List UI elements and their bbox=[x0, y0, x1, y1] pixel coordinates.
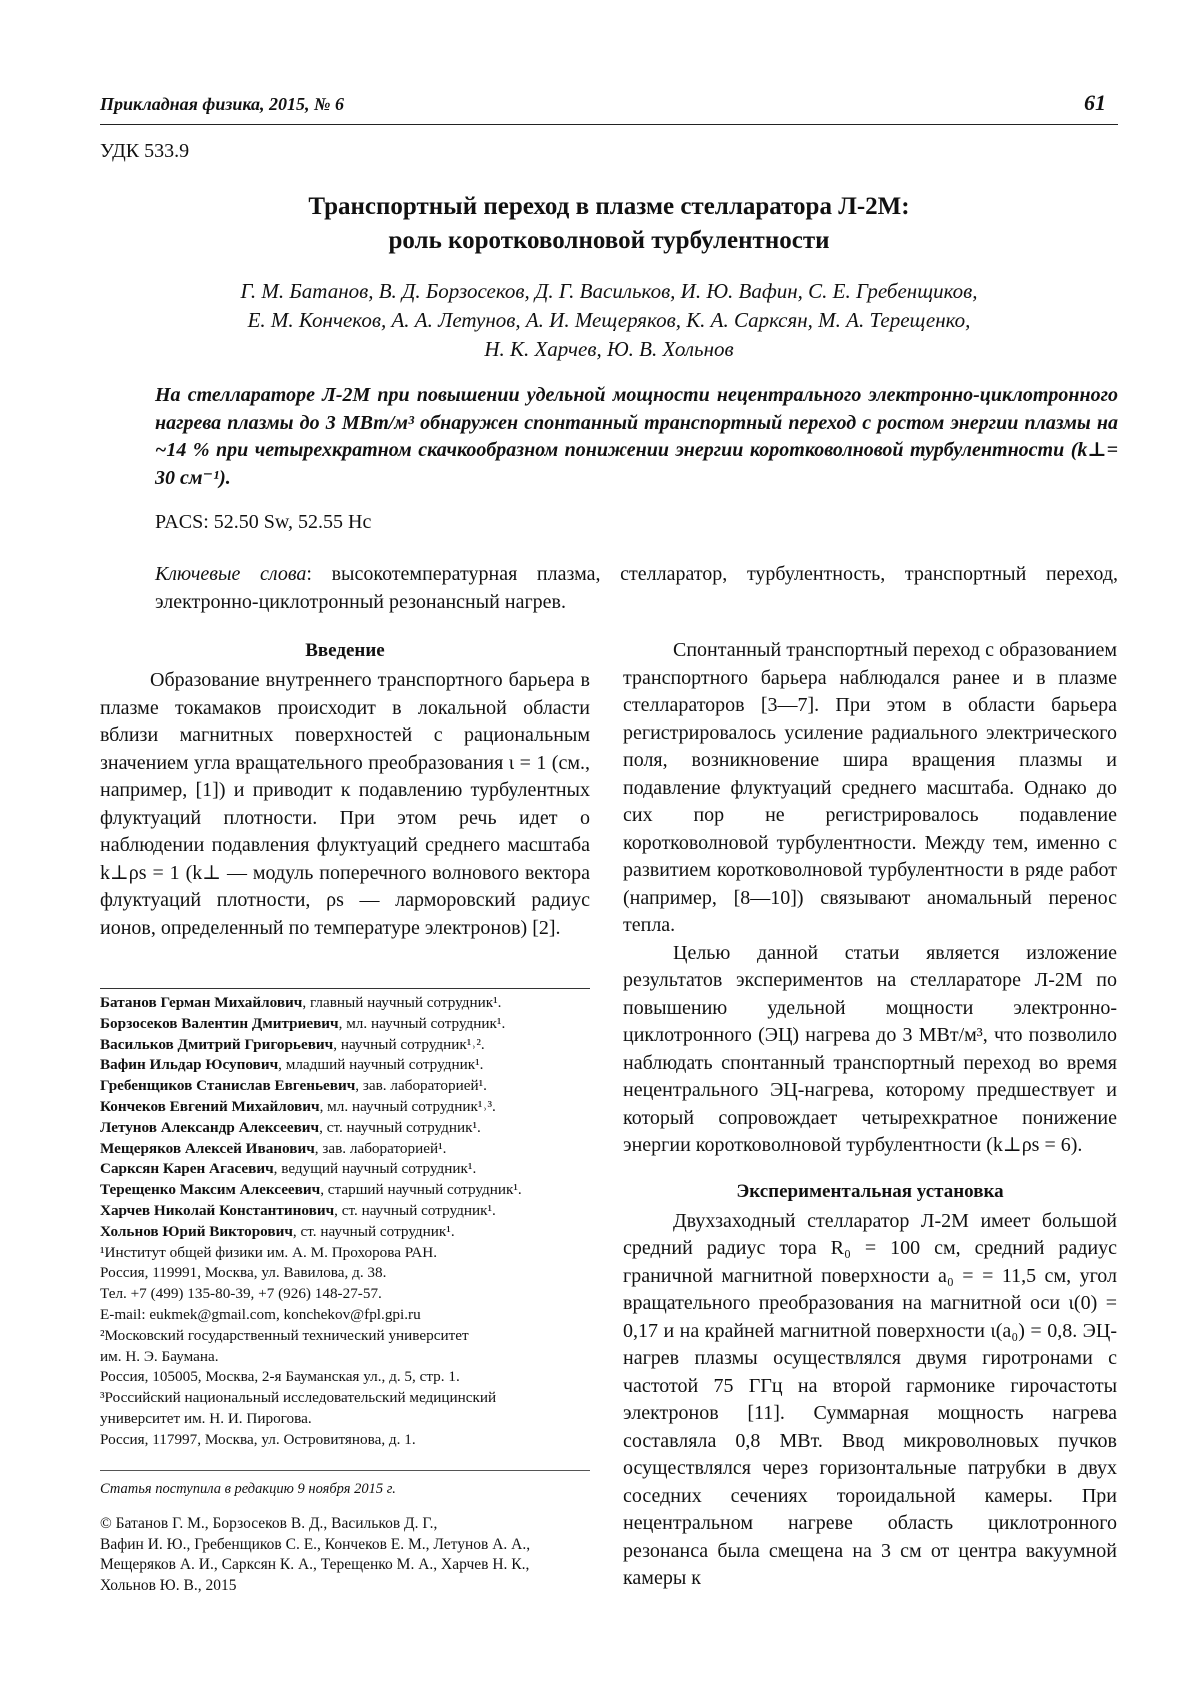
copyright-notice bbox=[100, 1514, 590, 1596]
author-note-role: , ведущий научный сотрудник¹. bbox=[273, 1160, 477, 1178]
title-line: роль коротковолновой турбулентности bbox=[388, 227, 830, 254]
keywords bbox=[155, 560, 1118, 616]
author-note bbox=[100, 1159, 590, 1180]
pacs-codes: PACS: 52.50 Sw, 52.55 Hc bbox=[155, 511, 372, 533]
author-note-role: , ст. научный сотрудник¹. bbox=[319, 1118, 481, 1136]
author-note-name: Мещеряков Алексей Иванович bbox=[100, 1139, 315, 1157]
author-note bbox=[100, 1097, 590, 1118]
page-number: 61 bbox=[1084, 90, 1106, 115]
author-note-role: , научный сотрудник¹˒². bbox=[333, 1035, 485, 1053]
author-note-role: , мл. научный сотрудник¹˒³. bbox=[319, 1097, 496, 1115]
keywords-label: Ключевые слова bbox=[155, 563, 307, 585]
author-note-role: , младший научный сотрудник¹. bbox=[278, 1056, 484, 1074]
author-note-role: , зав. лабораторией¹. bbox=[314, 1139, 447, 1157]
author-note-name: Сарксян Карен Агасевич bbox=[100, 1160, 274, 1178]
author-note-role: , мл. научный сотрудник¹. bbox=[338, 1014, 506, 1032]
author-note bbox=[100, 1118, 590, 1139]
author-note-name: Васильков Дмитрий Григорьевич bbox=[100, 1035, 334, 1053]
copyright-line: Мещеряков А. И., Сарксян К. А., Терещенко М. А., Харчев Н. К., bbox=[100, 1556, 530, 1573]
author-note bbox=[100, 1201, 590, 1222]
affiliation-line: ²Московский государственный технический университет bbox=[100, 1326, 469, 1344]
affiliation-line: Россия, 105005, Москва, 2-я Бауманская ул., д. 5, стр. 1. bbox=[100, 1368, 460, 1386]
author-note-role: , ст. научный сотрудник¹. bbox=[292, 1222, 455, 1240]
abstract: На стеллараторе Л-2М при повышении удельной мощности нецентрального электронно-циклотронного нагрева плазмы до 3 МВт/м³ обнаружен спонтанный транспортный переход с ростом энергии плазмы на ~14 % при четырехкратном скачкообразном понижении энергии коротковолновой турбулентности (k⊥= 30 см⁻¹). bbox=[155, 384, 1118, 489]
copyright-line: Вафин И. Ю., Гребенщиков С. Е., Кончеков Е. М., Летунов А. А., bbox=[100, 1535, 531, 1553]
author-note-name: Батанов Герман Михайлович bbox=[100, 994, 303, 1011]
received-date: Статья поступила в редакцию 9 ноября 2015 г. bbox=[100, 1470, 590, 1498]
author-note-name: Вафин Ильдар Юсупович bbox=[100, 1056, 279, 1074]
author-note bbox=[100, 1014, 590, 1035]
author-note-name: Терещенко Максим Алексеевич bbox=[100, 1181, 321, 1199]
author-note bbox=[100, 1055, 590, 1076]
left-column bbox=[100, 637, 590, 942]
keywords-text: : высокотемпературная плазма, стелларатор, турбулентность, транспортный переход, электронно-циклотронный резонансный нагрев. bbox=[155, 563, 1119, 613]
udc-code: УДК 533.9 bbox=[100, 140, 190, 162]
body-paragraph: Спонтанный транспортный переход с образованием транспортного барьера наблюдался ранее и в плазме стеллараторов [3—7]. При этом в области барьера регистрировалось усиление радиального электрического поля, возникновение шира вращения плазмы и подавление флуктуаций среднего масштаба. Однако до сих пор не регистрировалось подавление коротковолновой турбулентности. Между тем, именно с развитием коротковолновой турбулентности в ряде работ (например, [8—10]) связывают аномальный перенос тепла. bbox=[623, 639, 1117, 936]
author-note bbox=[100, 1222, 590, 1243]
author-note-role: , главный научный сотрудник¹. bbox=[302, 994, 502, 1011]
author-note-role: , зав. лабораторией¹. bbox=[355, 1077, 487, 1095]
author-note-name: Гребенщиков Станислав Евгеньевич bbox=[100, 1077, 356, 1095]
author-note-role: , старший научный сотрудник¹. bbox=[320, 1181, 522, 1199]
section-heading-introduction: Введение bbox=[305, 640, 385, 661]
body-paragraph: Целью данной статьи является изложение результатов экспериментов на стеллараторе Л-2М по повышению удельной мощности электронно-циклотронного (ЭЦ) нагрева до 3 МВт/м³, что позволило наблюдать спонтанный транспортный переход во время нецентрального ЭЦ-нагрева, которому предшествует и который сопровождает четырехкратное понижение энергии коротковолновой турбулентности (k⊥ρs = 6). bbox=[623, 941, 1117, 1156]
running-header bbox=[100, 88, 1118, 125]
affiliation-line: Тел. +7 (499) 135-80-39, +7 (926) 148-27-57. bbox=[100, 1285, 382, 1303]
author-line: Г. М. Батанов, В. Д. Борзосеков, Д. Г. Васильков, И. Ю. Вафин, С. Е. Гребенщиков, bbox=[240, 279, 978, 303]
affiliation-line: Россия, 119991, Москва, ул. Вавилова, д. 38. bbox=[100, 1264, 387, 1282]
affiliation-line: E-mail: eukmek@gmail.com, konchekov@fpl.gpi.ru bbox=[100, 1305, 421, 1323]
author-note bbox=[100, 1076, 590, 1097]
author-note-name: Летунов Александр Алексеевич bbox=[100, 1118, 320, 1136]
affiliation-line: ³Российский национальный исследовательский медицинский bbox=[100, 1389, 497, 1407]
intro-paragraph: Образование внутреннего транспортного барьера в плазме токамаков происходит в локальной области вблизи магнитных поверхностей с рациональным значением угла вращательного преобразования ι = 1 (см., например, [1]) и приводит к подавлению турбулентных флуктуаций плотности. При этом речь идет о наблюдении подавления флуктуаций среднего масштаба k⊥ρs = 1 (k⊥ — модуль поперечного волнового вектора флуктуаций плотности, ρs — ларморовский радиус ионов, определенный по температуре электронов) [2]. bbox=[100, 669, 590, 939]
author-note bbox=[100, 1180, 590, 1201]
author-line: Е. М. Кончеков, А. А. Летунов, А. И. Мещеряков, К. А. Сарксян, М. А. Терещенко, bbox=[247, 308, 971, 332]
copyright-line: Хольнов Ю. В., 2015 bbox=[100, 1576, 237, 1594]
title-line: Транспортный переход в плазме стелларатора Л-2М: bbox=[308, 193, 910, 220]
section-heading-setup: Экспериментальная установка bbox=[736, 1180, 1004, 1202]
author-list bbox=[100, 277, 1118, 364]
affiliation-line: университет им. Н. И. Пирогова. bbox=[100, 1409, 312, 1427]
author-line: Н. К. Харчев, Ю. В. Хольнов bbox=[484, 337, 734, 361]
author-note-name: Хольнов Юрий Викторович bbox=[100, 1222, 293, 1240]
affiliation-line: Россия, 117997, Москва, ул. Островитянова, д. 1. bbox=[100, 1430, 416, 1448]
right-column bbox=[623, 637, 1117, 1593]
author-note-name: Харчев Николай Константинович bbox=[100, 1201, 335, 1219]
author-note-name: Кончеков Евгений Михайлович bbox=[100, 1097, 320, 1115]
journal-name: Прикладная физика, 2015, № 6 bbox=[100, 94, 345, 114]
affiliation-line: им. Н. Э. Баумана. bbox=[100, 1347, 219, 1365]
article-title bbox=[100, 190, 1118, 258]
author-note bbox=[100, 1139, 590, 1160]
copyright-line: © Батанов Г. М., Борзосеков В. Д., Васильков Д. Г., bbox=[100, 1515, 438, 1532]
author-note bbox=[100, 1035, 590, 1056]
author-note-role: , ст. научный сотрудник¹. bbox=[334, 1201, 496, 1219]
author-notes bbox=[100, 988, 590, 1451]
author-note-name: Борзосеков Валентин Дмитриевич bbox=[100, 1014, 339, 1032]
body-paragraph: Двухзаходный стелларатор Л-2М имеет большой средний радиус тора R₀ = 100 см, средний радиус граничной магнитной поверхности a₀ = = 11,5 см, угол вращательного преобразования на магнитной оси ι(0) = 0,17 и на крайней магнитной поверхности ι(a₀) = 0,8. ЭЦ-нагрев плазмы осуществлялся двумя гиротронами с частотой 75 ГГц на второй гармонике гирочастоты электронов [11]. Суммарная мощность нагрева составляла 0,8 МВт. Ввод микроволновых пучков осуществлялся через горизонтальные патрубки в двух соседних сечениях тороидальной камеры. При нецентральном нагреве область циклотронного резонанса была смещена на 3 см от центра вакуумной камеры к bbox=[623, 1209, 1117, 1589]
author-note bbox=[100, 993, 590, 1014]
affiliation-line: ¹Институт общей физики им. А. М. Прохорова РАН. bbox=[100, 1243, 438, 1261]
